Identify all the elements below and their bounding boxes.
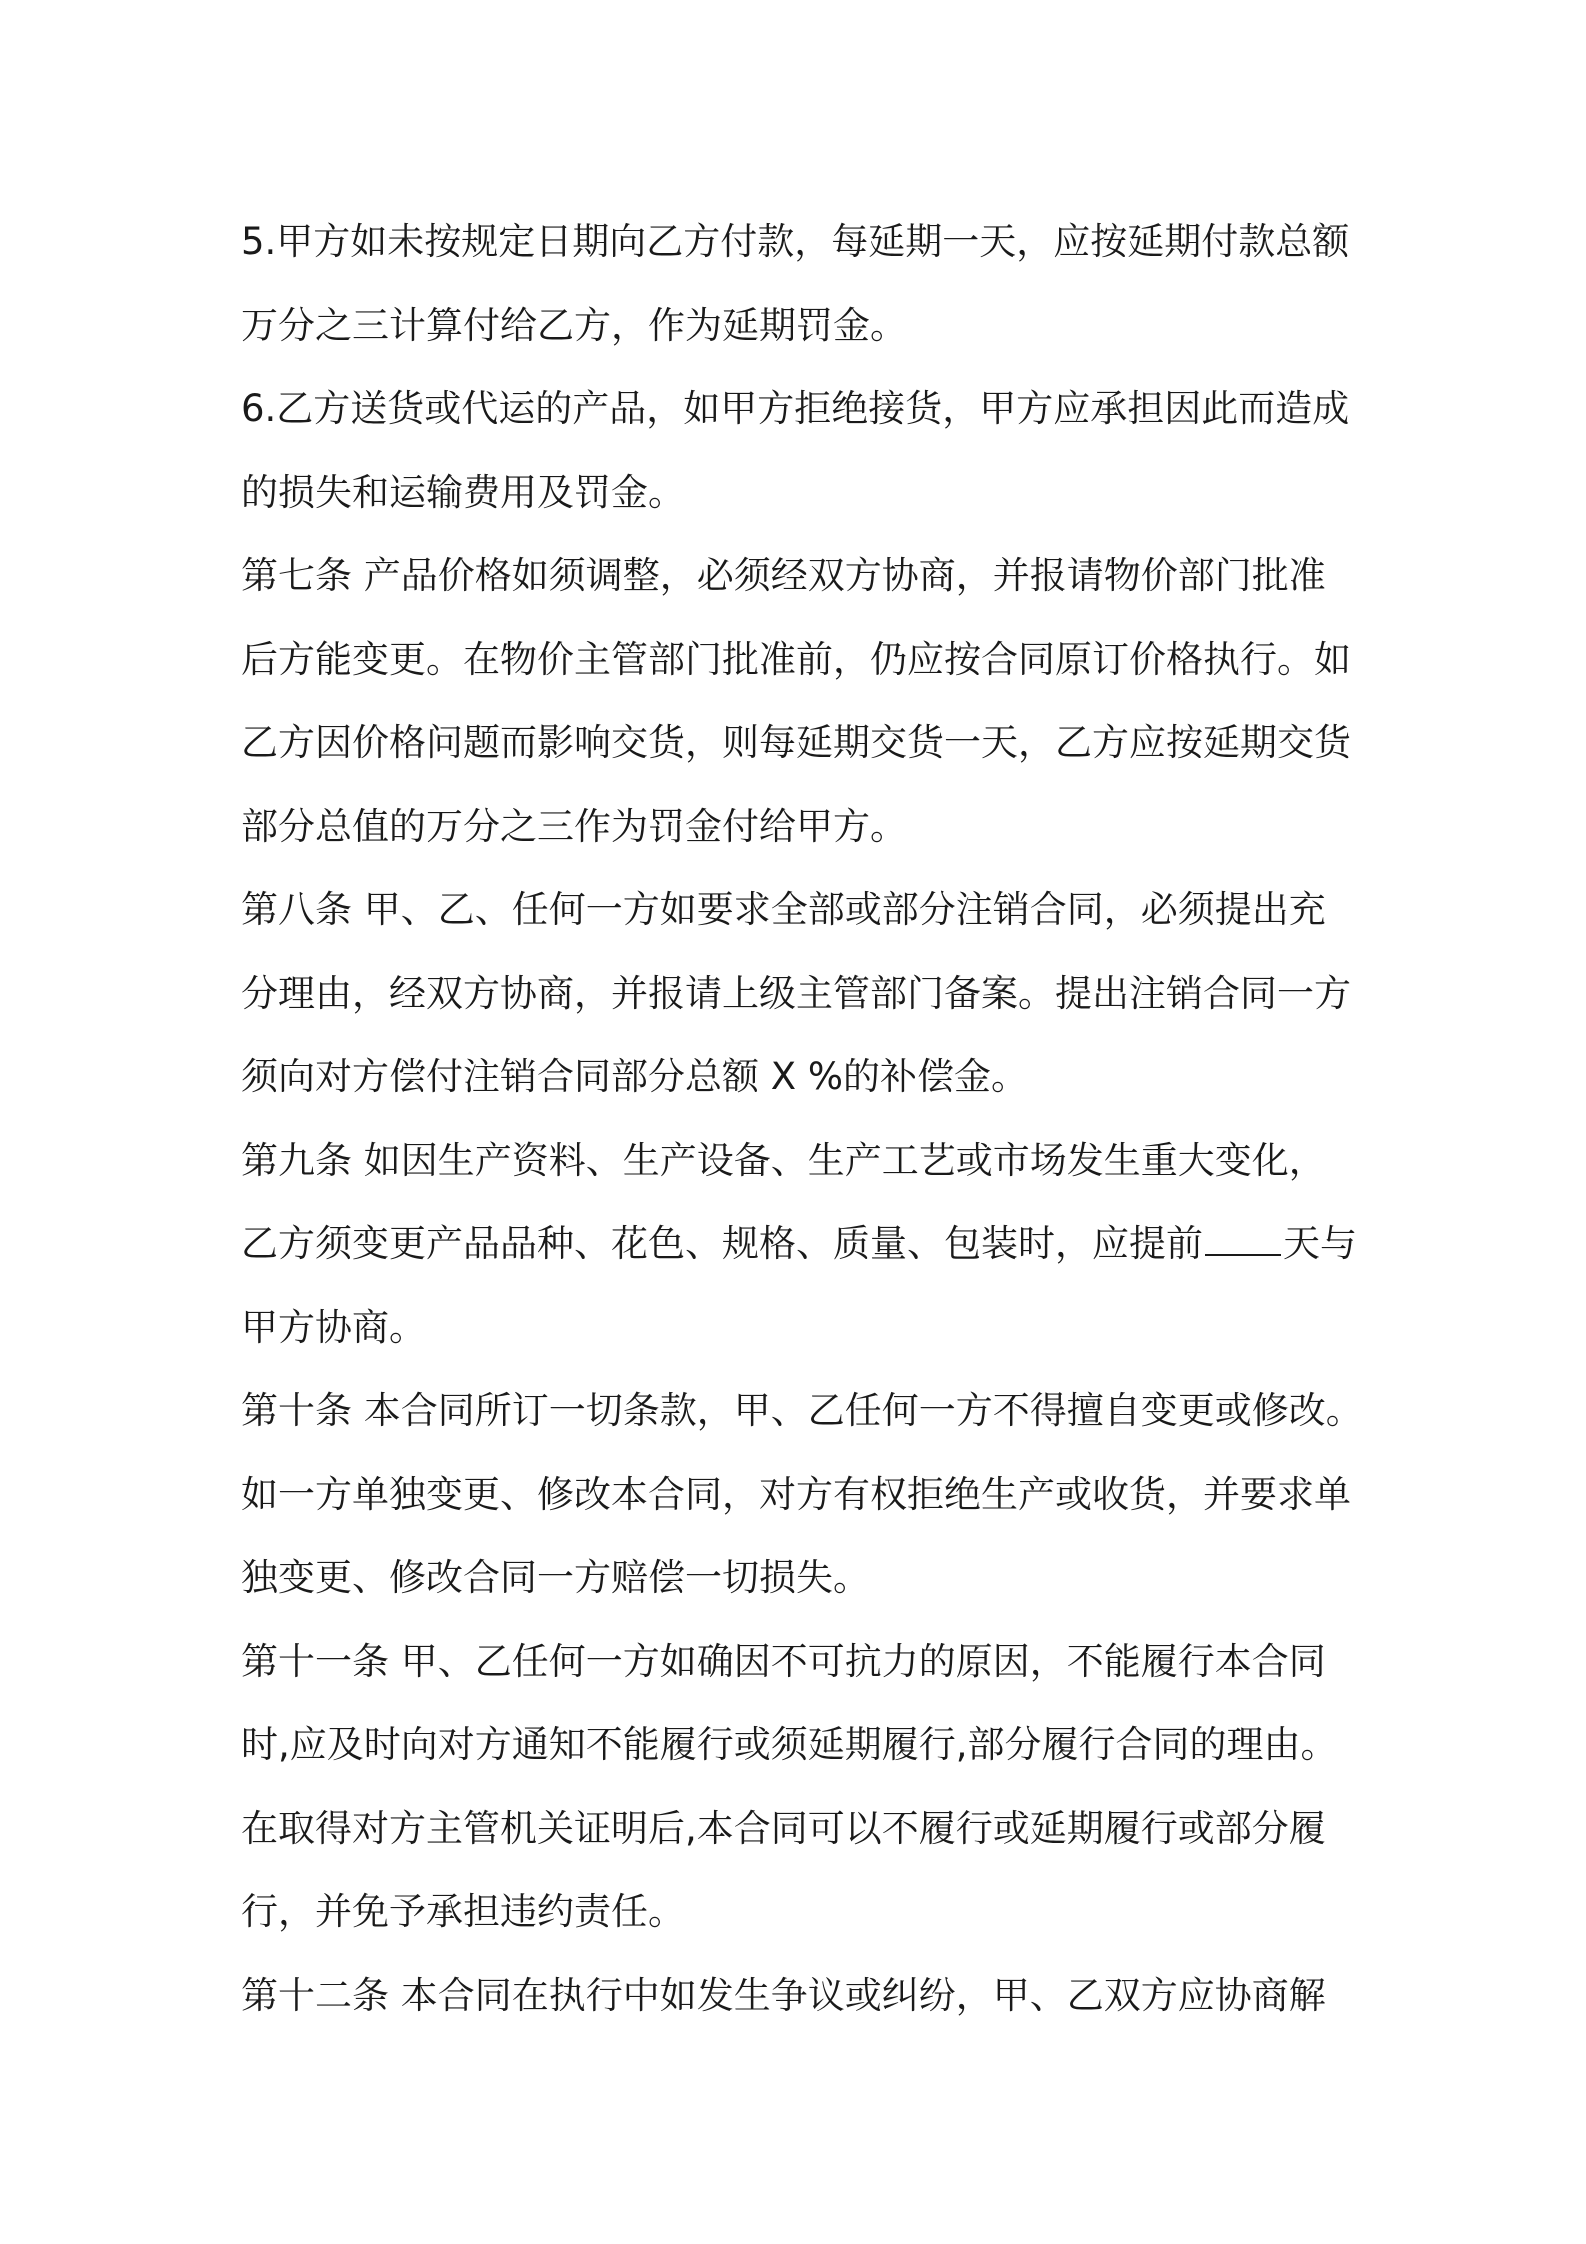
text-segment: 乙方须变更产品品种、花色、规格、质量、包装时，应提前 (241, 1222, 1203, 1265)
text-line: 时,应及时向对方通知不能履行或须延期履行,部分履行合同的理由。 (241, 1723, 1338, 1766)
text-line: 的损失和运输费用及罚金。 (241, 470, 685, 514)
text-line: 独变更、修改合同一方赔偿一切损失。 (241, 1556, 870, 1599)
text-line: 乙方因价格问题而影响交货，则每延期交货一天，乙方应按延期交货 (241, 721, 1351, 764)
fill-in-blank (1205, 1224, 1281, 1256)
text-line: 甲方协商。 (241, 1305, 426, 1349)
text-segment: 天与 (1283, 1222, 1357, 1265)
text-line: 6.乙方送货或代运的产品，如甲方拒绝接货，甲方应承担因此而造成 (241, 387, 1350, 430)
text-line: 第七条 产品价格如须调整，必须经双方协商，并报请物价部门批准 (241, 554, 1326, 597)
text-line: 万分之三计算付给乙方，作为延期罚金。 (241, 303, 907, 347)
text-line: 部分总值的万分之三作为罚金付给甲方。 (241, 804, 907, 848)
text-line-with-blank (241, 1202, 1371, 1286)
document-body (241, 200, 1371, 2037)
text-line: 第十条 本合同所订一切条款，甲、乙任何一方不得擅自变更或修改。 (241, 1389, 1363, 1432)
text-line: 分理由，经双方协商，并报请上级主管部门备案。提出注销合同一方 (241, 971, 1351, 1015)
text-line: 第八条 甲、乙、任何一方如要求全部或部分注销合同，必须提出充 (241, 888, 1326, 931)
text-line: 第十二条 本合同在执行中如发生争议或纠纷，甲、乙双方应协商解 (241, 1973, 1326, 2017)
text-line: 在取得对方主管机关证明后,本合同可以不履行或延期履行或部分履 (241, 1806, 1326, 1850)
text-line: 后方能变更。在物价主管部门批准前，仍应按合同原订价格执行。如 (241, 637, 1351, 681)
text-line: 第九条 如因生产资料、生产设备、生产工艺或市场发生重大变化， (241, 1138, 1326, 1182)
text-line: 5.甲方如未按规定日期向乙方付款，每延期一天，应按延期付款总额 (241, 220, 1350, 263)
text-line: 行，并免予承担违约责任。 (241, 1890, 685, 1933)
text-line: 须向对方偿付注销合同部分总额 X %的补偿金。 (241, 1055, 1029, 1098)
text-line: 第十一条 甲、乙任何一方如确因不可抗力的原因，不能履行本合同 (241, 1639, 1326, 1683)
text-line: 如一方单独变更、修改本合同，对方有权拒绝生产或收货，并要求单 (241, 1472, 1351, 1516)
